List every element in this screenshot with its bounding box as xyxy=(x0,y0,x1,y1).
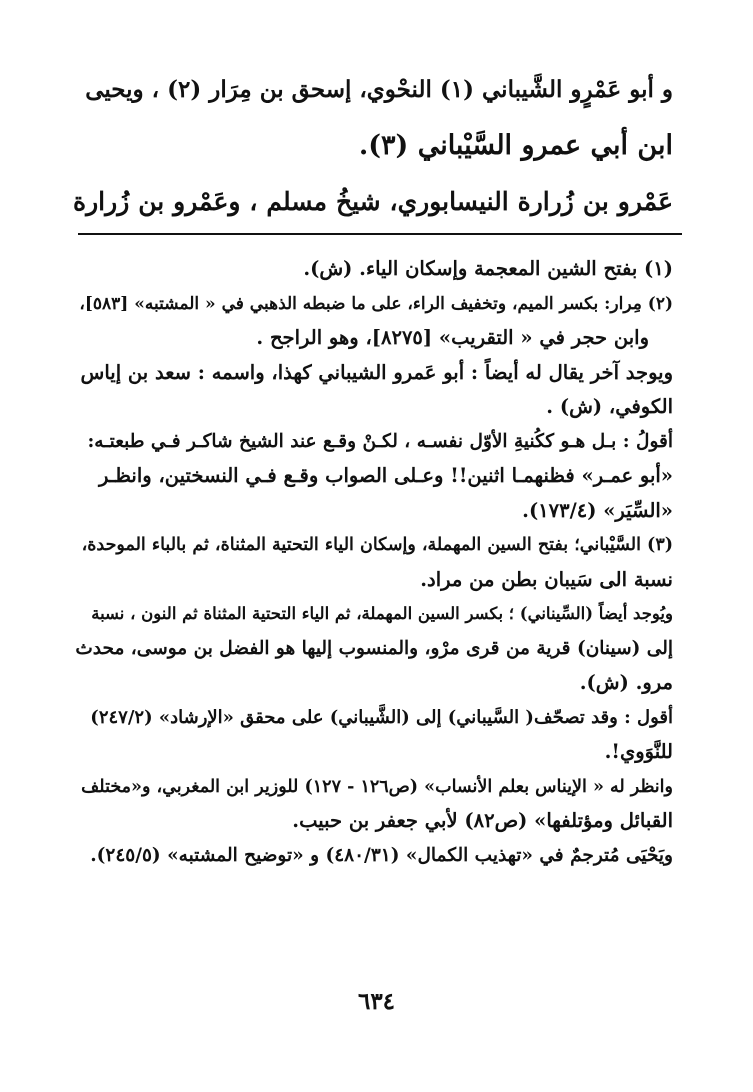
footnote-2 xyxy=(75,287,673,356)
footnotes-block xyxy=(75,252,673,873)
footnote-line: (٣) السَّيْباني؛ بفتح السين المهملة، وإسكان الياء التحتية المثناة، ثم بالباء الموحدة، xyxy=(81,535,673,555)
main-text-line: و أبو عَمْرٍو الشَّيباني (١) النحْوي، إسحق بن مِرَار (٢) ، ويحيى xyxy=(85,76,673,103)
main-text-line: عَمْرو بن زُرارة النيسابوري، شيخُ مسلم ، وعَمْرو بن زُرارة xyxy=(73,187,673,216)
footnote-line: (١) بفتح الشين المعجمة وإسكان الياء. (ش). xyxy=(303,257,673,280)
footnote-2-comment xyxy=(75,425,673,529)
footnote-line: للنَّوَوي!. xyxy=(604,740,673,763)
footnote-3-reference xyxy=(75,770,673,839)
footnote-line: إلى (سينان) قرية من قرى مرْو، والمنسوب إليها هو الفضل بن موسى، محدث xyxy=(75,637,673,659)
footnote-line: أقول : وقد تصحّف( السَّيباني) إلى (الشَّيباني) على محقق «الإرشاد» (٢٤٧/٢) xyxy=(90,706,673,728)
main-text-line: ابن أبي عمرو السَّيْباني (٣). xyxy=(358,130,673,161)
footnote-line: نسبة الى سَيبان بطن من مراد. xyxy=(420,567,673,591)
footnote-line: الكوفي، (ش) . xyxy=(546,395,673,418)
footnote-line: وابن حجر في « التقريب» [٨٢٧٥]، وهو الراجح . xyxy=(256,326,649,349)
footnote-3-comment xyxy=(75,701,673,770)
footnote-line: «السِّيَر» (١٧٣/٤). xyxy=(522,498,673,522)
footnote-line: (٢) مِرار: بكسر الميم، وتخفيف الراء، على ما ضبطه الذهبي في « المشتبه» [٥٨٣]، xyxy=(79,293,673,314)
footnote-line: ويوجد آخر يقال له أيضاً : أبو عَمرو الشيباني كهذا، واسمه : سعد بن إياس xyxy=(80,360,673,384)
footnote-line: القبائل ومؤتلفها» (ص٨٢) لأبي جعفر بن حبيب. xyxy=(292,809,673,832)
footnote-2-addendum xyxy=(75,356,673,425)
footnote-line: أقولُ : بـل هـو ككُنيةِ الأوّل نفسـه ، لكـنْ وقـع عند الشيخ شاكـر فـي طبعتـه: xyxy=(87,430,673,452)
page-number: ٦٣٤ xyxy=(357,988,396,1015)
footnote-line: ويَحْيَى مُترجمٌ في «تهذيب الكمال» (٤٨٠/٣١) و «توضيح المشتبه» (٢٤٥/٥). xyxy=(90,844,673,866)
footnote-3-addendum xyxy=(75,597,673,701)
footnote-line: «أبو عمـر» فظنهمـا اثنين!! وعـلى الصواب وقـع فـي النسختين، وانظـر xyxy=(98,464,673,487)
footnote-3-translation xyxy=(75,839,673,874)
footnote-1 xyxy=(75,252,673,287)
footnote-3 xyxy=(75,528,673,597)
footnote-line: وانظر له « الإيناس بعلم الأنساب» (ص١٢٦ - ١٢٧) للوزير ابن المغربي، و«مختلف xyxy=(81,776,673,797)
main-text-block xyxy=(73,62,673,230)
footnote-divider xyxy=(78,233,682,235)
footnote-line: ويُوجد أيضاً (السِّيناني) ؛ بكسر السين المهملة، ثم الياء التحتية المثناة ثم النون ، نسبة xyxy=(91,604,673,623)
footnote-line: مرو. (ش). xyxy=(579,671,673,694)
